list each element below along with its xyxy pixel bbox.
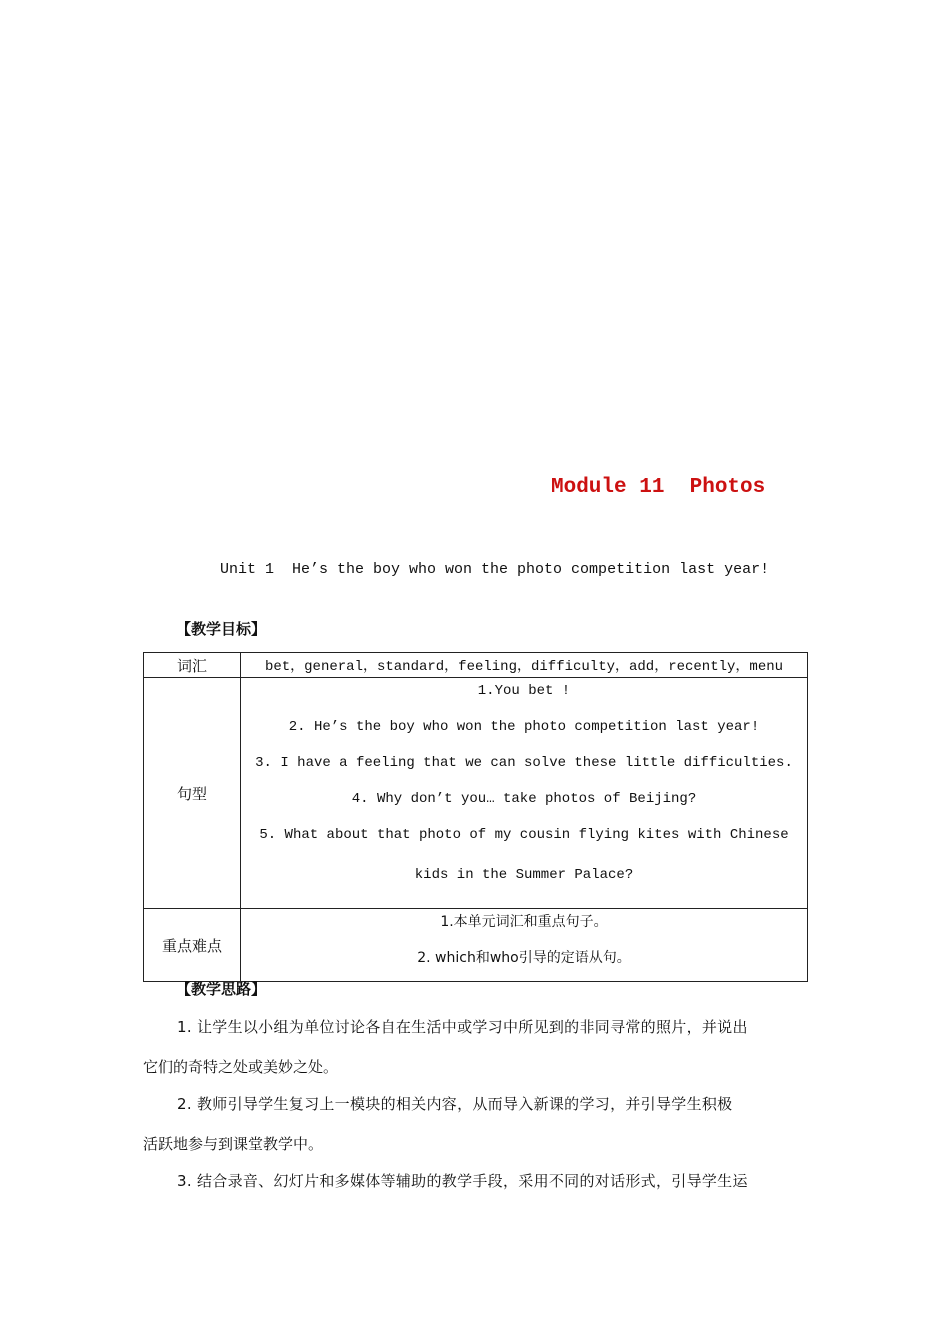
keypoints-row (144, 909, 808, 982)
unit-title: Unit 1 He’s the boy who won the photo competition last year! (220, 561, 770, 578)
paragraph-line: 1. 让学生以小组为单位讨论各自在生活中或学习中所见到的非同寻常的照片，并说出 (177, 1018, 748, 1036)
paragraph-line: 活跃地参与到课堂教学中。 (143, 1135, 324, 1153)
sentence-item: 3. I have a feeling that we can solve these little difficulties. (255, 755, 793, 771)
paragraph-line: 3. 结合录音、幻灯片和多媒体等辅助的教学手段，采用不同的对话形式，引导学生运 (177, 1172, 748, 1190)
vocab-text: bet，general，standard，feeling，difficulty，add，recently，menu (241, 653, 808, 678)
paragraph-line: 2. 教师引导学生复习上一模块的相关内容，从而导入新课的学习，并引导学生积极 (177, 1095, 733, 1113)
sentence-item: 1.You bet ! (477, 683, 571, 699)
keypoint-item: 1.本单元词汇和重点句子。 (440, 914, 608, 930)
teaching-ideas-heading: 【教学思路】 (176, 980, 267, 998)
sentences-label: 句型 (144, 678, 241, 909)
keypoints-label: 重点难点 (144, 909, 241, 982)
teaching-goals-heading: 【教学目标】 (176, 620, 267, 638)
sentence-item: 2. He’s the boy who won the photo competition last year! (288, 719, 760, 735)
keypoint-item: 2. which和who引导的定语从句。 (417, 950, 631, 966)
sentence-item: kids in the Summer Palace? (414, 867, 634, 883)
module-title: Module 11 Photos (551, 476, 766, 499)
keypoints-cell (241, 909, 808, 982)
paragraph-line: 它们的奇特之处或美妙之处。 (143, 1058, 339, 1076)
vocab-label: 词汇 (144, 653, 241, 678)
sentence-item: 5. What about that photo of my cousin flying kites with Chinese (259, 827, 789, 843)
sentences-cell (241, 678, 808, 909)
sentences-row (144, 678, 808, 909)
teaching-goals-table (143, 652, 808, 982)
vocab-row (144, 653, 808, 678)
sentence-item: 4. Why don’t you… take photos of Beijing? (351, 791, 697, 807)
